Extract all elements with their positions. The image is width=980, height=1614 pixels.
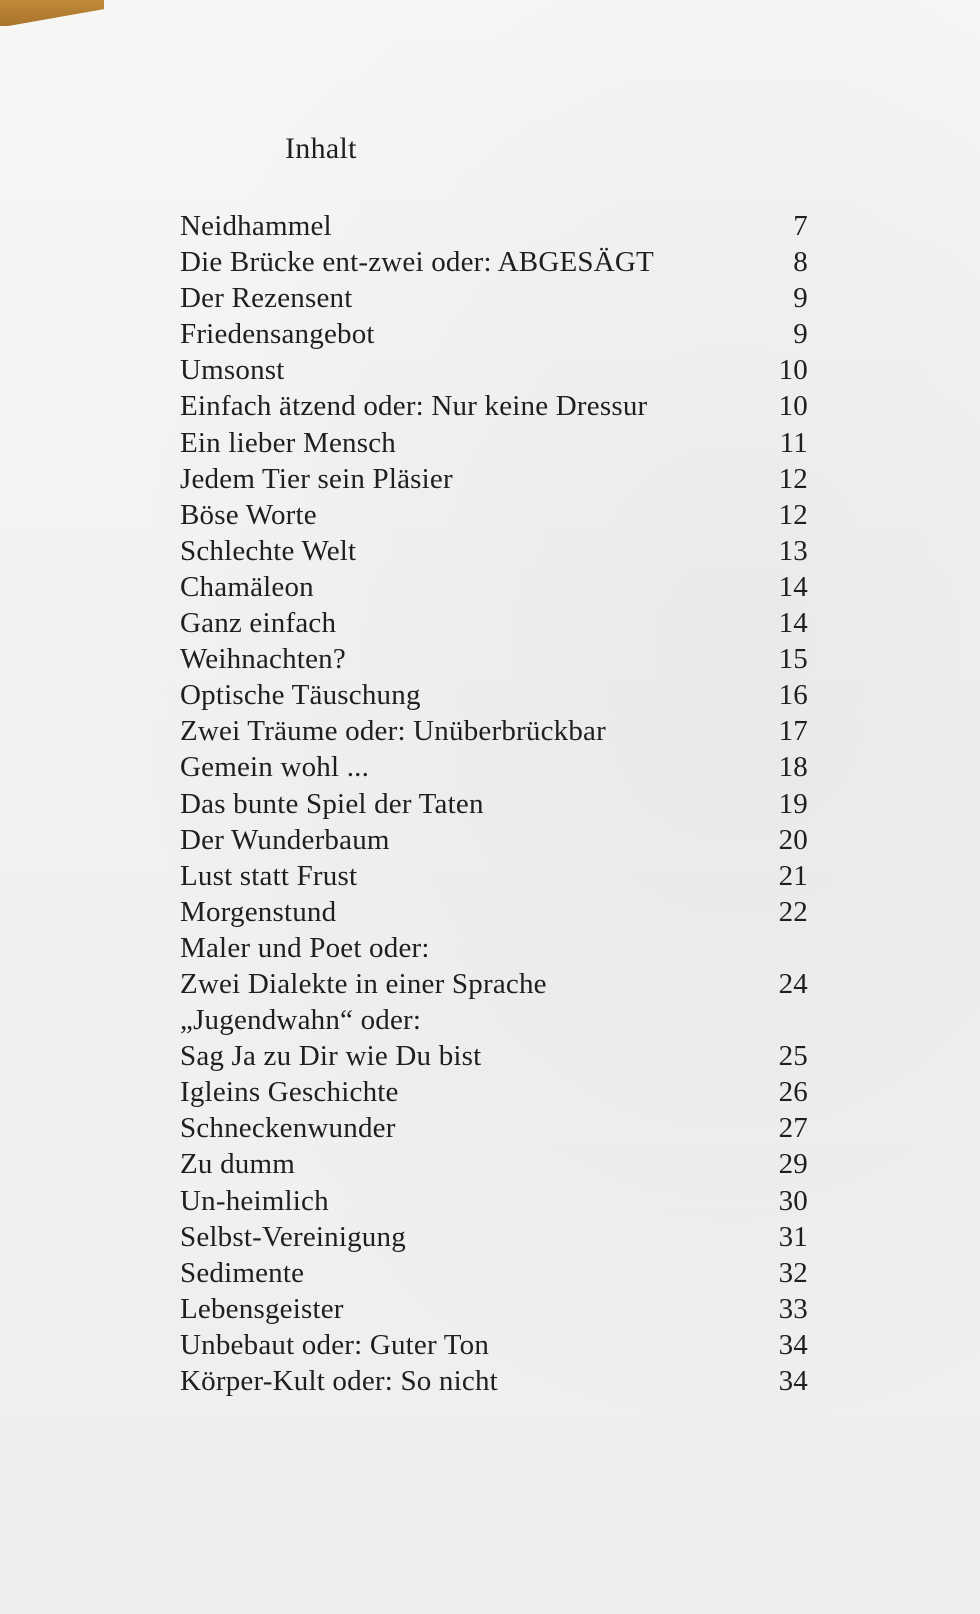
- toc-entry-title: Selbst-Vereinigung: [180, 1220, 406, 1253]
- toc-entry-page-number: 11: [779, 426, 808, 459]
- toc-entry-title: Böse Worte: [180, 498, 317, 531]
- toc-entry-page-number: 15: [778, 643, 808, 676]
- toc-entry-title: Friedensangebot: [180, 318, 375, 351]
- toc-entry-page-number: 17: [778, 715, 808, 748]
- toc-entry: [180, 1219, 808, 1255]
- toc-heading: Inhalt: [285, 132, 357, 165]
- toc-entry-page-number: 21: [778, 859, 808, 892]
- toc-entry-page-number: 22: [778, 895, 808, 928]
- toc-entry-page-number: 18: [778, 751, 808, 784]
- toc-entry-title: Un-heimlich: [180, 1184, 329, 1217]
- toc-entry: [180, 858, 808, 894]
- toc-entry-title: Zwei Dialekte in einer Sprache: [180, 967, 547, 1000]
- toc-entry-title: „Jugendwahn“ oder:: [180, 1004, 422, 1037]
- toc-entry: [180, 1255, 808, 1291]
- toc-entry: [180, 641, 808, 677]
- toc-entry-page-number: 34: [778, 1328, 808, 1361]
- toc-entry-page-number: 7: [793, 210, 808, 242]
- toc-entry: [180, 497, 808, 533]
- toc-entry: [180, 208, 808, 244]
- toc-entry-title: Lebensgeister: [180, 1292, 344, 1325]
- toc-entry-page-number: 9: [793, 282, 808, 315]
- toc-entry-title: Zwei Träume oder: Unüberbrückbar: [180, 715, 606, 748]
- toc-entry: [180, 244, 808, 280]
- toc-entry: [180, 1146, 808, 1182]
- table-of-contents: [180, 208, 808, 1399]
- toc-entry-page-number: 33: [778, 1292, 808, 1325]
- toc-entry: [180, 930, 808, 966]
- toc-entry-page-number: 19: [778, 787, 808, 820]
- toc-entry-title: Morgenstund: [180, 895, 337, 928]
- toc-entry-page-number: 27: [778, 1112, 808, 1145]
- toc-entry: [180, 1002, 808, 1038]
- toc-entry: [180, 966, 808, 1002]
- toc-entry-page-number: 8: [793, 246, 808, 279]
- toc-entry-title: Lust statt Frust: [180, 859, 358, 892]
- toc-entry-page-number: 34: [778, 1365, 808, 1397]
- toc-entry-title: Sedimente: [180, 1256, 305, 1289]
- toc-entry-page-number: 16: [778, 679, 808, 712]
- toc-entry: [180, 605, 808, 641]
- toc-entry: [180, 713, 808, 749]
- toc-entry: [180, 316, 808, 352]
- toc-entry-title: Der Rezensent: [180, 282, 353, 315]
- toc-entry: [180, 569, 808, 605]
- toc-entry: [180, 461, 808, 497]
- toc-entry-title: Schneckenwunder: [180, 1112, 396, 1145]
- toc-entry-page-number: 14: [778, 570, 808, 603]
- toc-entry-title: Das bunte Spiel der Taten: [180, 787, 484, 820]
- toc-entry-page-number: 9: [793, 318, 808, 351]
- toc-entry: [180, 822, 808, 858]
- toc-entry-page-number: 20: [778, 823, 808, 856]
- toc-entry: [180, 786, 808, 822]
- toc-entry-page-number: 25: [778, 1040, 808, 1073]
- toc-entry: [180, 533, 808, 569]
- toc-entry: [180, 425, 808, 461]
- toc-entry-title: Einfach ätzend oder: Nur keine Dressur: [180, 390, 648, 423]
- toc-entry-title: Neidhammel: [180, 210, 332, 242]
- toc-entry: [180, 677, 808, 713]
- toc-entry: [180, 1074, 808, 1110]
- toc-entry-title: Igleins Geschichte: [180, 1076, 399, 1109]
- toc-entry-page-number: 10: [778, 390, 808, 423]
- toc-entry: [180, 1327, 808, 1363]
- toc-entry-title: Optische Täuschung: [180, 679, 421, 712]
- toc-entry-title: Maler und Poet oder:: [180, 931, 430, 964]
- toc-entry-page-number: 13: [778, 534, 808, 567]
- toc-entry-page-number: 12: [778, 498, 808, 531]
- toc-entry-title: Weihnachten?: [180, 643, 346, 676]
- toc-entry-page-number: 31: [778, 1220, 808, 1253]
- toc-entry: [180, 352, 808, 388]
- toc-entry-title: Die Brücke ent-zwei oder: ABGESÄGT: [180, 246, 654, 279]
- toc-entry: [180, 1038, 808, 1074]
- toc-entry-page-number: 10: [778, 354, 808, 387]
- toc-entry-title: Ein lieber Mensch: [180, 426, 397, 459]
- toc-entry: [180, 1183, 808, 1219]
- toc-entry: [180, 1363, 808, 1399]
- toc-entry: [180, 280, 808, 316]
- toc-entry-title: Der Wunderbaum: [180, 823, 390, 856]
- toc-entry-page-number: 32: [778, 1256, 808, 1289]
- toc-entry: [180, 749, 808, 785]
- toc-entry: [180, 1110, 808, 1146]
- toc-entry-title: Zu dumm: [180, 1148, 295, 1181]
- toc-entry-title: Schlechte Welt: [180, 534, 357, 567]
- toc-entry: [180, 894, 808, 930]
- toc-entry: [180, 1291, 808, 1327]
- toc-entry-page-number: 26: [778, 1076, 808, 1109]
- bookmark-corner: [0, 0, 104, 26]
- toc-entry-page-number: 30: [778, 1184, 808, 1217]
- toc-entry-title: Körper-Kult oder: So nicht: [180, 1365, 498, 1397]
- toc-entry-title: Sag Ja zu Dir wie Du bist: [180, 1040, 482, 1073]
- toc-entry: [180, 388, 808, 424]
- toc-entry-title: Unbebaut oder: Guter Ton: [180, 1328, 490, 1361]
- toc-entry-title: Chamäleon: [180, 570, 314, 603]
- toc-entry-title: Gemein wohl ...: [180, 751, 370, 784]
- toc-entry-page-number: 14: [778, 607, 808, 640]
- toc-entry-page-number: 24: [778, 967, 808, 1000]
- toc-entry-title: Umsonst: [180, 354, 285, 387]
- toc-entry-title: Jedem Tier sein Pläsier: [180, 462, 453, 495]
- toc-entry-title: Ganz einfach: [180, 607, 337, 640]
- toc-entry-page-number: 29: [778, 1148, 808, 1181]
- toc-entry-page-number: 12: [778, 462, 808, 495]
